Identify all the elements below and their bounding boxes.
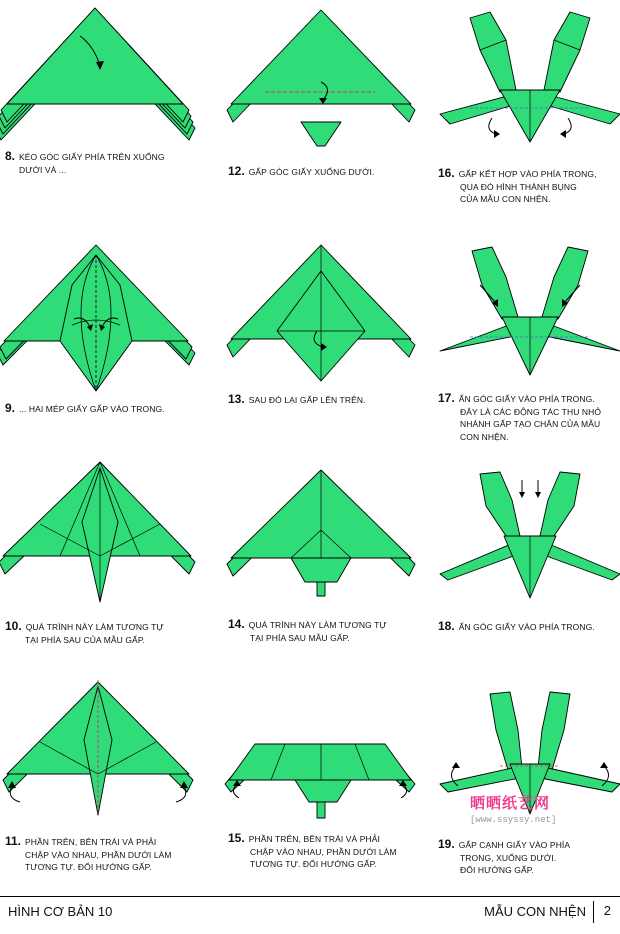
caption-line: DƯỚI VÀ ... [19,164,67,175]
footer-model-title: MẪU CON NHỆN [484,904,586,919]
step-10-figure [0,462,200,607]
caption-line: PHẦN TRÊN, BÊN TRÁI VÀ PHẢI [25,837,157,847]
caption-line: KÉO GÓC GIẤY PHÍA TRÊN XUỐNG [19,152,165,162]
caption-line: QUÁ TRÌNH NÀY LÀM TƯƠNG TỰ [25,622,164,632]
step-12-caption [228,165,374,179]
caption-line: CHẬP VÀO NHAU, PHẦN DƯỚI LÀM [25,849,172,860]
caption-line: ĐỔI HƯỚNG GẤP. [460,865,534,875]
step-number: 8. [5,149,16,163]
step-9-figure [0,245,200,395]
caption-line: CỦA MẪU CON NHỆN. [460,194,551,204]
step-number: 15. [228,831,245,845]
step-16-figure [440,10,620,150]
watermark-brand: 晒晒纸艺网 [470,795,551,812]
caption-line: QUÁ TRÌNH NÀY LÀM TƯƠNG TỰ [248,620,387,630]
caption-line: GẤP GÓC GIẤY XUỐNG DƯỚI. [248,167,375,177]
step-number: 18. [438,619,455,633]
step-number: 12. [228,164,245,178]
step-13-figure [225,245,415,385]
step-9-caption [5,402,165,416]
step-15-caption [228,832,397,871]
watermark-url: [www.ssyssy.net] [470,815,557,825]
step-15-figure [225,738,415,828]
step-11-figure [0,680,200,820]
step-number: 10. [5,619,22,633]
step-number: 19. [438,837,455,851]
caption-line: TẠI PHÍA SAU MẪU GẤP. [250,632,350,643]
caption-line: ẤN GÓC GIẤY VÀO PHÍA TRONG. [458,622,595,632]
caption-line: QUA ĐÓ HÌNH THÀNH BỤNG [460,181,577,192]
caption-line: CON NHỆN. [460,431,509,442]
step-10-caption [5,620,164,646]
step-16-caption [438,167,597,206]
step-14-figure [225,470,415,600]
caption-line: CHẬP VÀO NHAU, PHẦN DƯỚI LÀM [250,846,397,857]
page-footer [0,896,620,927]
caption-line: TẠI PHÍA SAU CỦA MẪU GẤP. [25,634,145,645]
caption-line: TRONG, XUỐNG DƯỚI. [460,852,557,863]
step-12-figure [225,10,415,150]
caption-line: GẤP CẠNH GIẤY VÀO PHÍA [458,840,571,850]
caption-line: ĐÂY LÀ CÁC ĐỘNG TÁC THU NHỎ [460,406,602,417]
step-number: 9. [5,401,16,415]
caption-line: ẤN GÓC GIẤY VÀO PHÍA TRONG. [458,394,595,404]
footer-section-title: HÌNH CƠ BẢN 10 [8,904,113,919]
step-18-caption [438,620,595,634]
caption-line: PHẦN TRÊN, BÊN TRÁI VÀ PHẢI [248,834,381,844]
step-17-caption [438,392,601,443]
page-number: 2 [603,903,611,918]
step-8-caption [5,150,165,176]
caption-line: TƯƠNG TỰ. ĐỔI HƯỚNG GẤP. [25,862,152,872]
step-number: 13. [228,392,245,406]
step-18-figure [440,470,620,605]
caption-line: TƯƠNG TỰ. ĐỔI HƯỚNG GẤP. [250,859,377,869]
caption-line: NHÁNH GẤP TẠO CHÂN CỦA MẪU [460,419,601,429]
step-number: 17. [438,391,455,405]
step-14-caption [228,618,387,644]
step-number: 16. [438,166,455,180]
footer-divider [593,901,594,923]
step-19-caption [438,838,570,877]
caption-line: ... HAI MÉP GIẤY GẤP VÀO TRONG. [19,404,165,414]
step-number: 11. [5,834,22,848]
step-11-caption [5,835,172,874]
watermark [470,792,556,825]
step-8-figure [0,8,200,148]
step-17-figure [440,245,620,385]
step-number: 14. [228,617,245,631]
caption-line: GẤP KẾT HỢP VÀO PHÍA TRONG, [458,169,597,179]
step-13-caption [228,393,366,407]
caption-line: SAU ĐÓ LẠI GẤP LÊN TRÊN. [248,395,366,405]
